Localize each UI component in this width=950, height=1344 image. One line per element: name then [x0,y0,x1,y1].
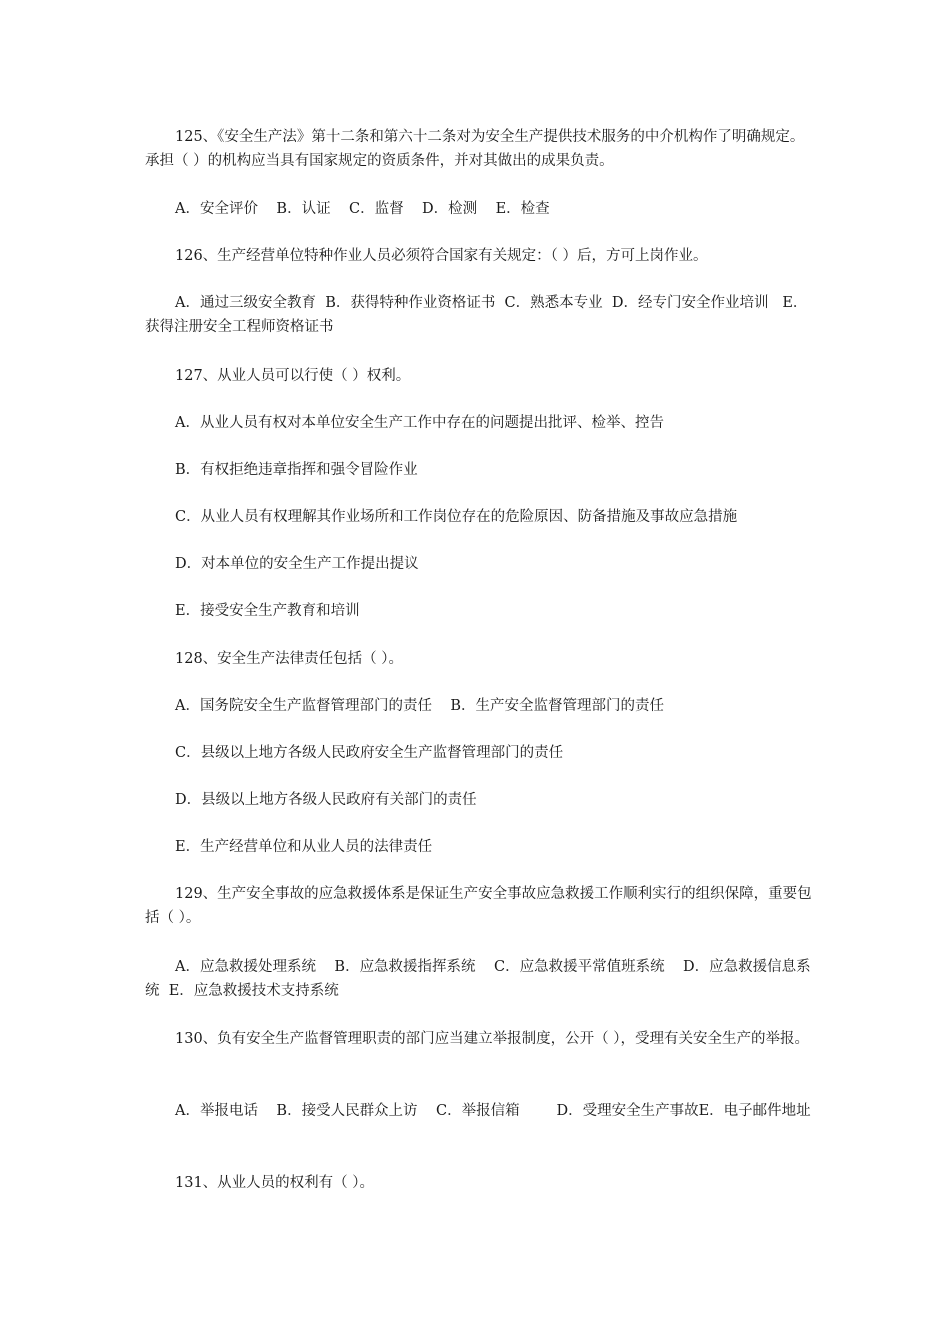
option-127-b: B．有权拒绝违章指挥和强令冒险作业 [175,462,418,478]
question-127: 127、从业人员可以行使（ ）权利。 [175,368,411,384]
options-126: A．通过三级安全教育 B．获得特种作业资格证书 C．熟悉本专业 D．经专门安全作业培训 E．获得注册安全工程师资格证书 [145,295,808,335]
options-129: A．应急救援处理系统 B．应急救援指挥系统 C．应急救援平常值班系统 D．应急救援信息系统 E．应急救援技术支持系统 [145,959,811,999]
question-125: 125、《安全生产法》第十二条和第六十二条对为安全生产提供技术服务的中介机构作了明确规定。承担（ ）的机构应当具有国家规定的资质条件，并对其做出的成果负责。 [145,129,805,169]
option-128-e: E．生产经营单位和从业人员的法律责任 [175,839,433,855]
option-128-d: D．县级以上地方各级人民政府有关部门的责任 [175,792,477,808]
question-126: 126、生产经营单位特种作业人员必须符合国家有关规定：（ ）后，方可上岗作业。 [175,248,708,264]
option-127-a: A．从业人员有权对本单位安全生产工作中存在的问题提出批评、检举、控告 [175,415,664,431]
options-130: A．举报电话 B．接受人民群众上访 C．举报信箱 D．受理安全生产事故E．电子邮件地址 [175,1103,811,1119]
option-127-e: E．接受安全生产教育和培训 [175,603,360,619]
options-125: A．安全评价 B．认证 C．监督 D．检测 E．检查 [175,201,550,217]
option-128-c: C．县级以上地方各级人民政府安全生产监督管理部门的责任 [175,745,564,761]
option-127-c: C．从业人员有权理解其作业场所和工作岗位存在的危险原因、防备措施及事故应急措施 [175,509,738,525]
options-128-ab: A．国务院安全生产监督管理部门的责任 B．生产安全监督管理部门的责任 [175,698,665,714]
question-131: 131、从业人员的权利有（ ）。 [175,1175,375,1191]
option-127-d: D．对本单位的安全生产工作提出提议 [175,556,419,572]
question-128: 128、安全生产法律责任包括（ ）。 [175,651,404,667]
question-130: 130、负有安全生产监督管理职责的部门应当建立举报制度，公开（ ），受理有关安全生产的举报。 [175,1031,810,1047]
question-129: 129、生产安全事故的应急救援体系是保证生产安全事故应急救援工作顺利实行的组织保障，重要包括（ ）。 [145,886,812,926]
